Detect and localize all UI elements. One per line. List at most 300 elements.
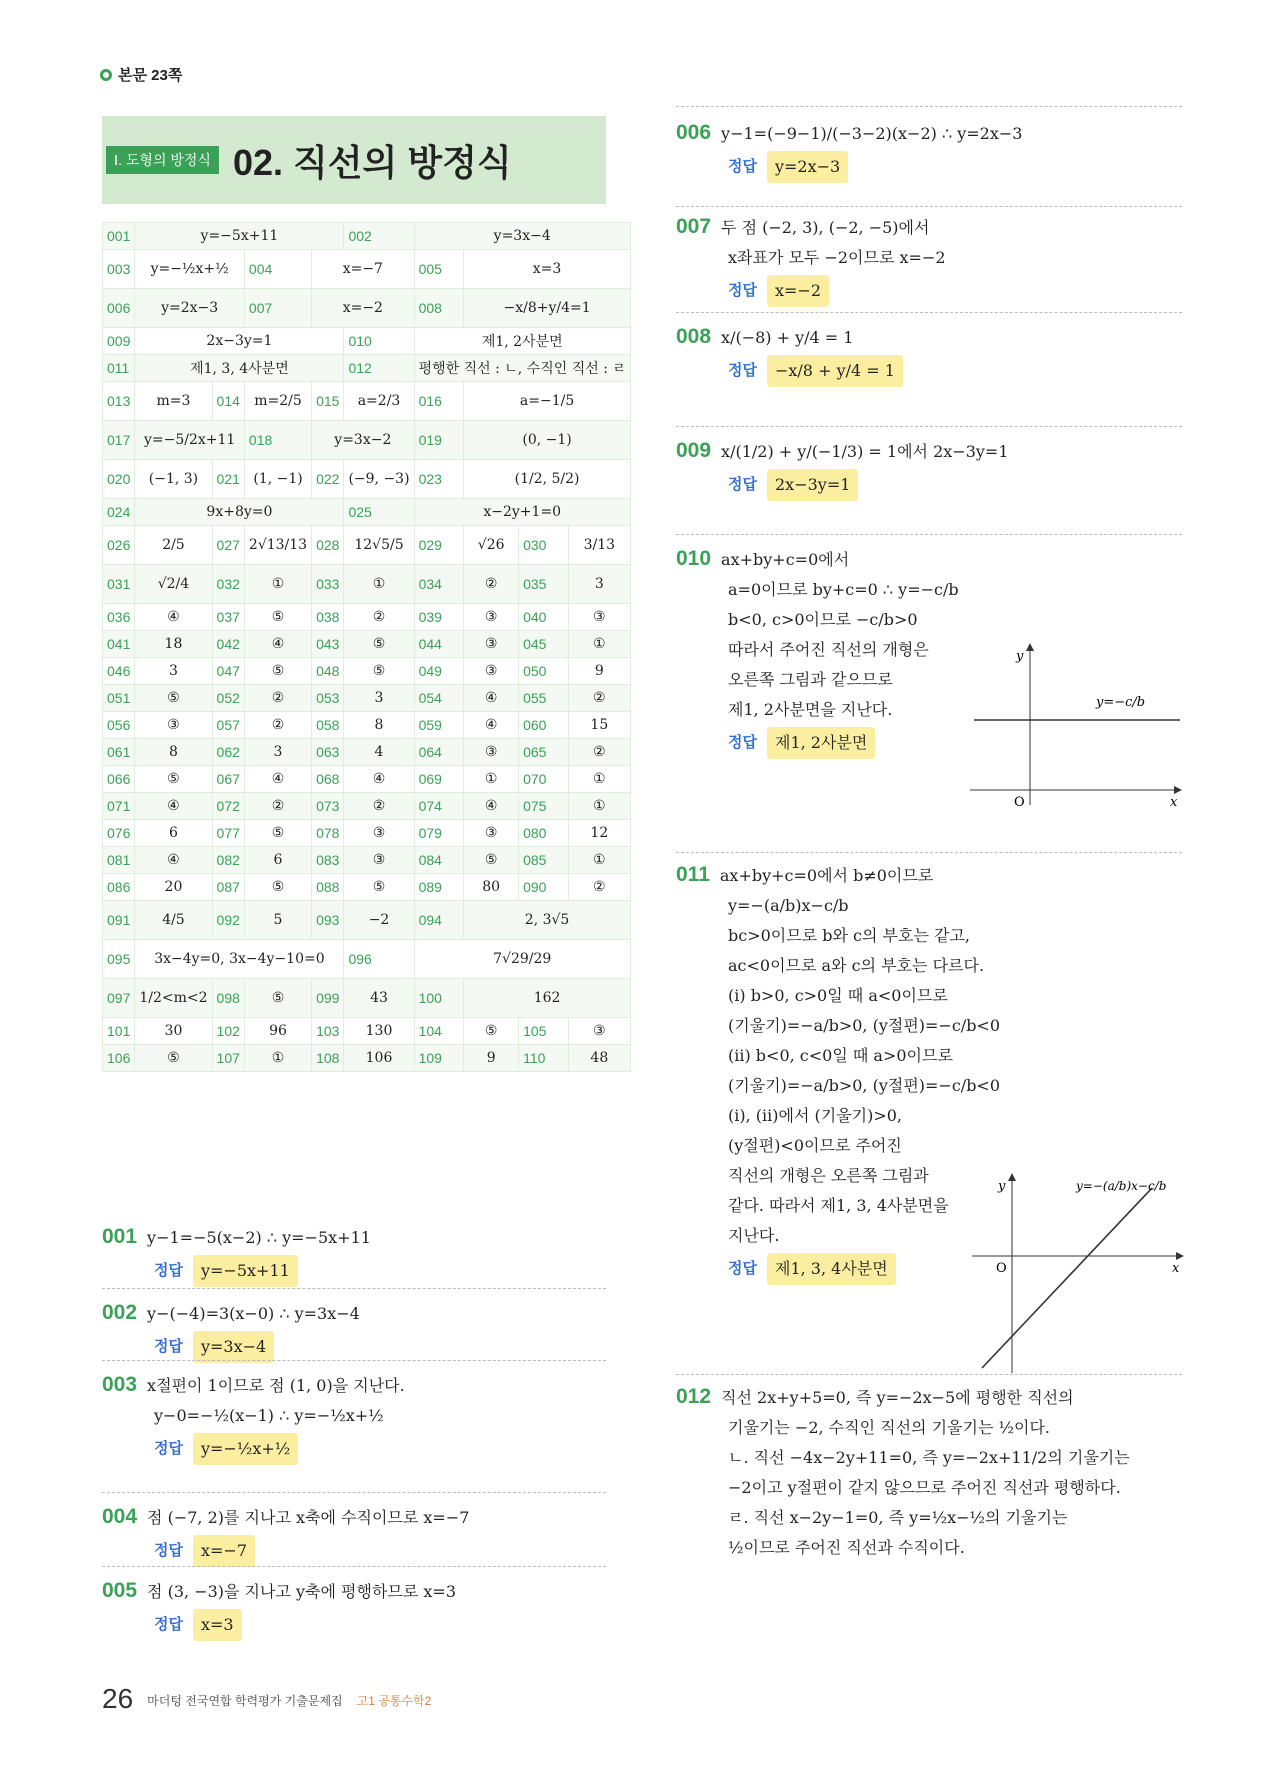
answer-value: 12 [568,820,630,847]
answer-number: 067 [212,766,244,793]
answer-value: ③ [464,604,519,631]
answer-value: ⑤ [135,766,212,793]
answer-number: 017 [103,421,135,460]
answer-number: 076 [103,820,135,847]
answer-number: 032 [212,565,244,604]
answer-number: 011 [103,355,135,382]
answer-number: 005 [414,250,464,289]
solution-number: 012 [676,1385,712,1408]
highlighted-answer: 제1, 2사분면 [767,727,875,759]
page-reference: 본문 23쪽 [100,64,182,85]
separator [102,1566,606,1567]
answer-number: 086 [103,874,135,901]
answer-value: a=2/3 [344,382,414,421]
answer-value: 8 [344,712,414,739]
separator [102,1288,606,1289]
answer-number: 094 [414,901,464,940]
answer-value: a=−1/5 [464,382,631,421]
answer-value: ② [244,712,311,739]
solution-line: x/(−8) + y/4 = 1 [721,328,854,347]
answer-number: 036 [103,604,135,631]
answer-number: 006 [103,289,135,328]
answer-number: 054 [414,685,464,712]
answer-number: 029 [414,526,464,565]
solution-line: 오른쪽 그림과 같으므로 [728,670,893,689]
answer-number: 048 [312,658,344,685]
answer-number: 004 [244,250,311,289]
answer-number: 074 [414,793,464,820]
answer-number: 110 [519,1045,569,1072]
solution-number: 007 [676,215,712,238]
answer-value: 9x+8y=0 [135,499,344,526]
answer-number: 104 [414,1018,464,1045]
answer-number: 081 [103,847,135,874]
answer-value: 3/13 [568,526,630,565]
answer-line [676,275,1176,307]
answer-value: −x/8+y/4=1 [464,289,631,328]
solution-006 [676,118,1176,183]
solution-line: x절편이 1이므로 점 (1, 0)을 지난다. [147,1376,405,1395]
highlighted-answer: x=−7 [193,1535,255,1567]
answer-number: 066 [103,766,135,793]
origin-label: O [996,1261,1007,1276]
y-axis-label: y [1016,649,1024,664]
answer-value: (1/2, 5/2) [464,460,631,499]
answer-number: 019 [414,421,464,460]
solution-line: ㄹ. 직선 x−2y−1=0, 즉 y=½x−½의 기울기는 [728,1508,1068,1527]
answer-value: 3 [568,565,630,604]
answer-value: ① [568,847,630,874]
answer-value: (−1, 3) [135,460,212,499]
table-row [103,382,631,421]
solution-line: y−1=−5(x−2) ∴ y=−5x+11 [147,1228,371,1247]
answer-number: 046 [103,658,135,685]
table-row [103,526,631,565]
answer-value: ③ [464,658,519,685]
answer-value: −2 [344,901,414,940]
answer-value: 20 [135,874,212,901]
answer-number: 080 [519,820,569,847]
answer-number: 063 [312,739,344,766]
answer-number: 107 [212,1045,244,1072]
answer-value: ④ [135,793,212,820]
answer-value: ① [568,766,630,793]
circle-icon [100,69,112,81]
table-row [103,739,631,766]
answer-number: 082 [212,847,244,874]
table-row [103,979,631,1018]
solution-line: (y절편)<0이므로 주어진 [728,1136,902,1155]
highlighted-answer: y=3x−4 [193,1331,274,1363]
solution-003 [102,1370,602,1465]
answer-number: 106 [103,1045,135,1072]
answer-line [102,1255,602,1287]
solution-004 [102,1502,602,1567]
table-row [103,874,631,901]
answer-number: 044 [414,631,464,658]
graph-010 [970,640,1185,810]
answer-number: 071 [103,793,135,820]
answer-number: 007 [244,289,311,328]
section-title: 02. 직선의 방정식 [232,141,512,183]
answer-value: y=3x−4 [414,223,630,250]
answer-number: 073 [312,793,344,820]
answer-number: 058 [312,712,344,739]
answer-value: ① [344,565,414,604]
table-row [103,421,631,460]
solution-number: 003 [102,1373,138,1396]
answer-value: y=−5x+11 [135,223,344,250]
answer-number: 103 [312,1018,344,1045]
answer-value: x=−7 [312,250,414,289]
table-row [103,901,631,940]
answer-number: 038 [312,604,344,631]
answer-value: ① [464,766,519,793]
table-row [103,658,631,685]
solution-line: ½이므로 주어진 직선과 수직이다. [728,1538,965,1557]
separator [676,1374,1182,1375]
answer-value: ⑤ [244,979,311,1018]
separator [676,206,1182,207]
answer-number: 015 [312,382,344,421]
chapter-badge: Ⅰ. 도형의 방정식 [106,146,219,174]
answer-value: 평행한 직선 : ㄴ, 수직인 직선 : ㄹ [414,355,630,382]
answer-number: 069 [414,766,464,793]
solution-line: 지난다. [728,1226,780,1245]
answer-value: x−2y+1=0 [414,499,630,526]
answer-value: 18 [135,631,212,658]
answer-line [102,1609,602,1641]
answer-value: √26 [464,526,519,565]
table-row [103,766,631,793]
answer-value: 7√29/29 [414,940,630,979]
answer-value: 30 [135,1018,212,1045]
answer-value: ⑤ [244,820,311,847]
section-header [102,116,606,204]
answer-value: ④ [244,631,311,658]
answer-value: 1/2<m<2 [135,979,212,1018]
answer-number: 087 [212,874,244,901]
table-row [103,289,631,328]
answer-value: ⑤ [244,874,311,901]
solution-line: (기울기)=−a/b>0, (y절편)=−c/b<0 [728,1076,1001,1095]
separator [676,106,1182,107]
table-row [103,355,631,382]
answer-table [102,222,631,1072]
answer-value: 4/5 [135,901,212,940]
line-label: y=−(a/b)x−c/b [1076,1179,1167,1193]
answer-value: ④ [244,766,311,793]
answer-value: ⑤ [464,1018,519,1045]
answer-value: x=3 [464,250,631,289]
solution-number: 006 [676,121,712,144]
solution-line: (i), (ii)에서 (기울기)>0, [728,1106,903,1125]
answer-value: ⑤ [244,658,311,685]
answer-value: ② [464,565,519,604]
solution-number: 011 [676,863,710,886]
solution-number: 004 [102,1505,138,1528]
answer-number: 001 [103,223,135,250]
answer-number: 093 [312,901,344,940]
solution-line: y−(−4)=3(x−0) ∴ y=3x−4 [147,1304,360,1323]
answer-number: 064 [414,739,464,766]
answer-number: 012 [344,355,414,382]
solution-line: 점 (3, −3)을 지나고 y축에 평행하므로 x=3 [147,1582,457,1601]
graph-011 [972,1168,1187,1378]
solution-number: 005 [102,1579,138,1602]
answer-value: ② [568,874,630,901]
answer-number: 100 [414,979,464,1018]
answer-value: ⑤ [135,685,212,712]
answer-number: 092 [212,901,244,940]
answer-number: 055 [519,685,569,712]
answer-number: 035 [519,565,569,604]
solution-line: b<0, c>0이므로 −c/b>0 [728,610,918,629]
highlighted-answer: x=−2 [767,275,829,307]
separator [676,534,1182,535]
answer-number: 089 [414,874,464,901]
answer-line [102,1331,602,1363]
answer-value: ② [568,685,630,712]
table-row [103,712,631,739]
book-title: 마더텅 전국연합 학력평가 기출문제집 [147,1694,343,1708]
answer-value: 106 [344,1045,414,1072]
answer-number: 101 [103,1018,135,1045]
answer-number: 099 [312,979,344,1018]
table-row [103,847,631,874]
answer-number: 108 [312,1045,344,1072]
highlighted-answer: x=3 [193,1609,242,1641]
answer-value: y=3x−2 [312,421,414,460]
highlighted-answer: −x/8 + y/4 = 1 [767,355,903,387]
answer-value: (−9, −3) [344,460,414,499]
answer-value: ③ [344,820,414,847]
answer-number: 096 [344,940,414,979]
answer-number: 042 [212,631,244,658]
answer-label: 정답 [154,1338,183,1355]
solution-line: bc>0이므로 b와 c의 부호는 같고, [728,926,970,945]
answer-number: 028 [312,526,344,565]
answer-number: 013 [103,382,135,421]
separator [102,1360,606,1361]
answer-number: 065 [519,739,569,766]
answer-value: ④ [344,766,414,793]
separator [676,312,1182,313]
answer-number: 062 [212,739,244,766]
answer-number: 083 [312,847,344,874]
answer-value: ④ [464,712,519,739]
answer-value: 2x−3y=1 [135,328,344,355]
answer-number: 040 [519,604,569,631]
answer-value: ① [244,565,311,604]
answer-number: 078 [312,820,344,847]
solution-line: (ii) b<0, c<0일 때 a>0이므로 [728,1046,953,1065]
answer-number: 024 [103,499,135,526]
table-row [103,604,631,631]
table-row [103,223,631,250]
answer-value: 4 [344,739,414,766]
answer-line [676,469,1176,501]
solution-line: ax+by+c=0에서 [721,550,850,569]
solution-002 [102,1298,602,1363]
answer-value: 2/5 [135,526,212,565]
answer-value: ① [568,631,630,658]
answer-number: 091 [103,901,135,940]
page-number: 26 [102,1683,134,1714]
answer-label: 정답 [728,282,757,299]
solution-line: 직선의 개형은 오른쪽 그림과 [728,1166,929,1185]
answer-number: 034 [414,565,464,604]
answer-value: 8 [135,739,212,766]
answer-number: 031 [103,565,135,604]
answer-number: 025 [344,499,414,526]
solution-line: x좌표가 모두 −2이므로 x=−2 [728,248,946,267]
table-row [103,685,631,712]
solution-line: 제1, 2사분면을 지난다. [728,700,893,719]
answer-number: 052 [212,685,244,712]
answer-value: 6 [135,820,212,847]
solution-line: y−0=−½(x−1) ∴ y=−½x+½ [154,1406,384,1425]
answer-value: 130 [344,1018,414,1045]
answer-number: 009 [103,328,135,355]
answer-value: ③ [568,1018,630,1045]
answer-number: 003 [103,250,135,289]
answer-number: 098 [212,979,244,1018]
answer-value: ② [344,604,414,631]
answer-label: 정답 [728,734,757,751]
answer-number: 061 [103,739,135,766]
answer-value: 제1, 3, 4사분면 [135,355,344,382]
answer-value: ⑤ [464,847,519,874]
answer-line [102,1433,602,1465]
answer-number: 049 [414,658,464,685]
answer-number: 095 [103,940,135,979]
line-label: y=−c/b [1096,695,1146,710]
answer-value: ① [244,1045,311,1072]
answer-value: ② [244,793,311,820]
answer-number: 109 [414,1045,464,1072]
answer-value: y=−5/2x+11 [135,421,245,460]
answer-number: 047 [212,658,244,685]
answer-value: 9 [464,1045,519,1072]
answer-value: 6 [244,847,311,874]
answer-label: 정답 [728,158,757,175]
answer-value: ④ [135,604,212,631]
solution-line: 같다. 따라서 제1, 3, 4사분면을 [728,1196,949,1215]
separator [676,852,1182,853]
table-row [103,565,631,604]
answer-value: ④ [464,685,519,712]
answer-value: 2√13/13 [244,526,311,565]
solution-001 [102,1222,602,1287]
solution-line: 따라서 주어진 직선의 개형은 [728,640,929,659]
answer-number: 037 [212,604,244,631]
answer-number: 027 [212,526,244,565]
answer-value: (1, −1) [244,460,311,499]
answer-value: ③ [464,820,519,847]
answer-value: 3 [135,658,212,685]
solution-line: 직선 2x+y+5=0, 즉 y=−2x−5에 평행한 직선의 [721,1388,1074,1407]
highlighted-answer: y=−5x+11 [193,1255,298,1287]
answer-line [676,151,1176,183]
highlighted-answer: 제1, 3, 4사분면 [767,1253,896,1285]
answer-number: 090 [519,874,569,901]
highlighted-answer: y=2x−3 [767,151,848,183]
answer-value: m=3 [135,382,212,421]
answer-number: 105 [519,1018,569,1045]
answer-number: 043 [312,631,344,658]
answer-number: 051 [103,685,135,712]
y-axis-label: y [998,1179,1006,1194]
answer-number: 020 [103,460,135,499]
answer-value: 12√5/5 [344,526,414,565]
solution-008 [676,322,1176,387]
answer-value: ⑤ [344,874,414,901]
solution-line: y−1=(−9−1)/(−3−2)(x−2) ∴ y=2x−3 [721,124,1023,143]
solution-009 [676,436,1176,501]
answer-number: 075 [519,793,569,820]
separator [102,1492,606,1493]
answer-value: (0, −1) [464,421,631,460]
answer-number: 084 [414,847,464,874]
answer-number: 022 [312,460,344,499]
answer-number: 077 [212,820,244,847]
answer-number: 018 [244,421,311,460]
page-footer [102,1683,431,1715]
answer-number: 059 [414,712,464,739]
answer-value: 15 [568,712,630,739]
answer-number: 057 [212,712,244,739]
separator [676,426,1182,427]
solution-012 [676,1382,1176,1563]
solution-line: ac<0이므로 a와 c의 부호는 다르다. [728,956,985,975]
table-row [103,631,631,658]
highlighted-answer: 2x−3y=1 [767,469,858,501]
answer-value: ③ [135,712,212,739]
answer-number: 033 [312,565,344,604]
answer-value: ③ [344,847,414,874]
solution-line: (i) b>0, c>0일 때 a<0이므로 [728,986,948,1005]
table-row [103,1045,631,1072]
answer-value: 제1, 2사분면 [414,328,630,355]
solution-005 [102,1576,602,1641]
answer-value: y=2x−3 [135,289,245,328]
solution-line: −2이고 y절편이 같지 않으므로 주어진 직선과 평행하다. [728,1478,1121,1497]
answer-label: 정답 [154,1440,183,1457]
solution-line: ㄴ. 직선 −4x−2y+11=0, 즉 y=−2x+11/2의 기울기는 [728,1448,1130,1467]
answer-label: 정답 [154,1616,183,1633]
x-axis-label: x [1170,795,1178,810]
table-row [103,250,631,289]
table-row [103,499,631,526]
answer-number: 056 [103,712,135,739]
answer-number: 072 [212,793,244,820]
solution-number: 010 [676,547,712,570]
answer-label: 정답 [728,1260,757,1277]
solution-line: 두 점 (−2, 3), (−2, −5)에서 [721,218,930,237]
answer-number: 041 [103,631,135,658]
answer-label: 정답 [154,1542,183,1559]
solution-line: x/(1/2) + y/(−1/3) = 1에서 2x−3y=1 [721,442,1009,461]
answer-number: 050 [519,658,569,685]
answer-number: 026 [103,526,135,565]
table-row [103,793,631,820]
answer-value: ④ [464,793,519,820]
answer-number: 045 [519,631,569,658]
graph-line [982,1188,1152,1368]
answer-number: 002 [344,223,414,250]
answer-value: ⑤ [344,631,414,658]
